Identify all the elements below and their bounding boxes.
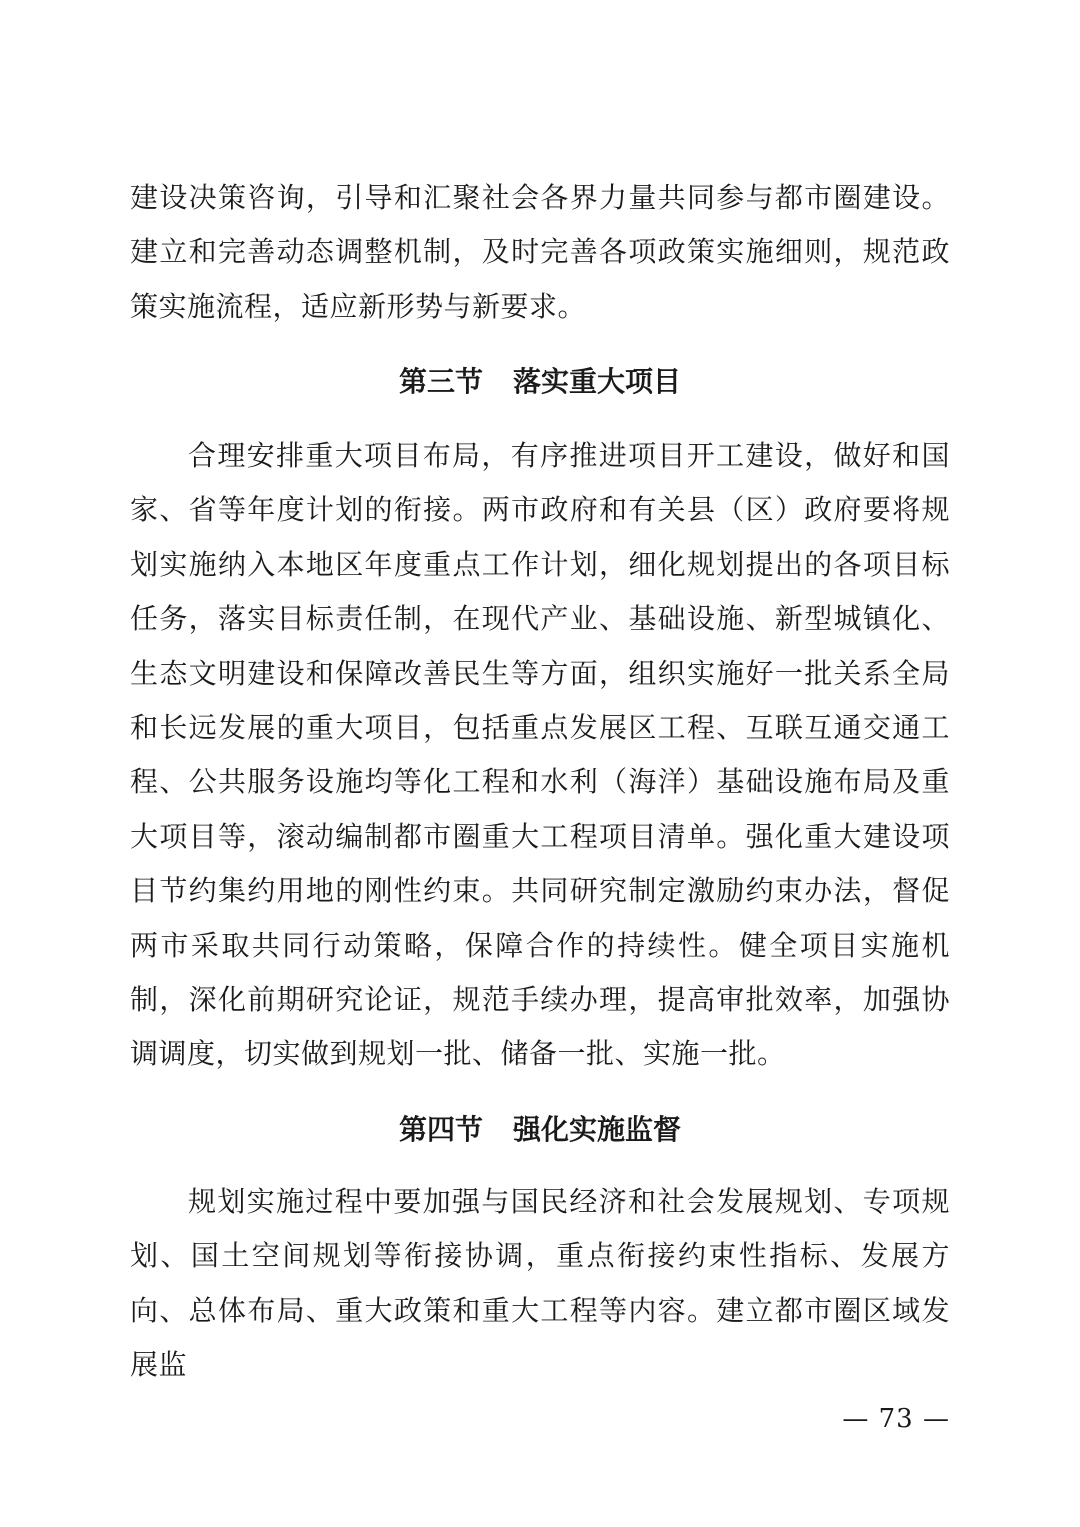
page-number: — 73 — [842,1404,950,1434]
paragraph-continuation: 建设决策咨询，引导和汇聚社会各界力量共同参与都市圈建设。建立和完善动态调整机制，及时完善各项政策实施细则，规范政策实施流程，适应新形势与新要求。 [130,181,950,323]
paragraph-supervision: 规划实施过程中要加强与国民经济和社会发展规划、专项规划、国土空间规划等衔接协调，重点衔接约束性指标、发展方向、总体布局、重大政策和重大工程等内容。建立都市圈区域发展监 [130,1185,950,1382]
paragraph-major-projects: 合理安排重大项目布局，有序推进项目开工建设，做好和国家、省等年度计划的衔接。两市政府和有关县（区）政府要将规划实施纳入本地区年度重点工作计划，细化规划提出的各项目标任务，落实目标责任制，在现代产业、基础设施、新型城镇化、生态文明建设和保障改善民生等方面，组织实施好一批关系全局和长远发展的重大项目，包括重点发展区工程、互联互通交通工程、公共服务设施均等化工程和水利（海洋）基础设施布局及重大项目等，滚动编制都市圈重大工程项目清单。强化重大建设项目节约集约用地的刚性约束。共同研究制定激励约束办法，督促两市采取共同行动策略，保障合作的持续性。健全项目实施机制，深化前期研究论证，规范手续办理，提高审批效率，加强协调调度，切实做到规划一批、储备一批、实施一批。 [130,439,950,1071]
section-number: 第四节 [398,1113,483,1146]
section-heading-3 [130,362,950,402]
section-number: 第三节 [398,365,483,398]
section-heading-4 [130,1110,950,1150]
section-title: 落实重大项目 [513,365,682,398]
section-title: 强化实施监督 [513,1113,682,1146]
